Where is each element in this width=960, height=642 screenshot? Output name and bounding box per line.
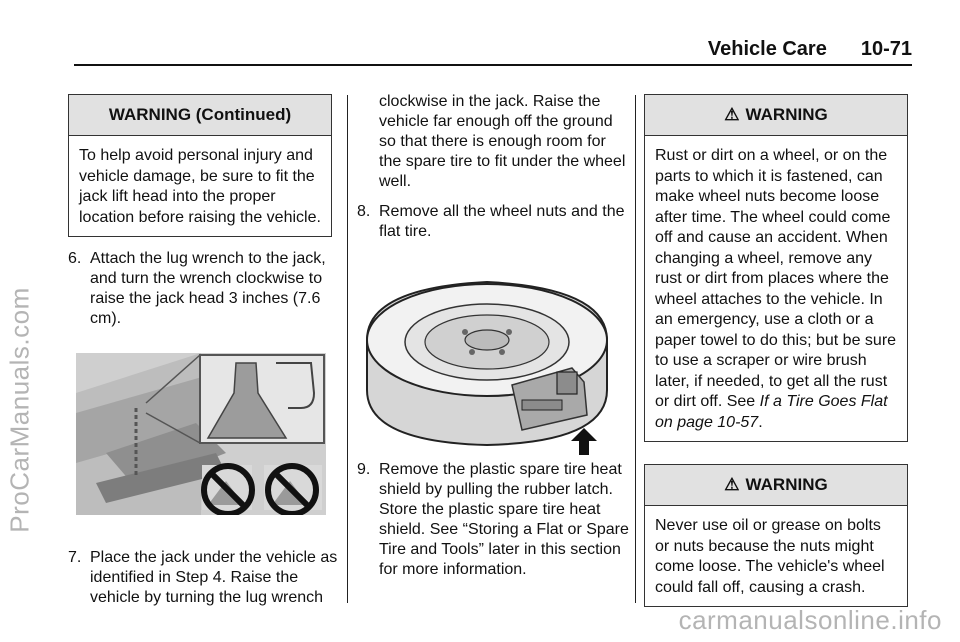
warning-continued-title: WARNING (Continued) [69,95,331,136]
warning-oil-title: ⚠ WARNING [645,465,907,506]
step-6 [68,249,332,329]
step-8 [357,202,629,242]
jack-lift-illustration [76,353,326,515]
step-7-continued [357,92,629,192]
cross-reference-link[interactable]: If a Tire Goes Flat on page 10-57 [655,393,888,431]
column-divider-left [347,95,348,603]
right-column [644,94,908,607]
step-6-number: 6. [68,250,82,267]
page-header [74,38,912,61]
step-7-continued-text: clockwise in the jack. Raise the vehicle far enough off the ground so that there is enough room for the spare tire to fit under the wheel well. [379,93,626,190]
caution-triangle-icon: ⚠ [724,475,740,494]
step-8-text: Remove all the wheel nuts and the flat tire. [379,203,625,240]
step-9-text: Remove the plastic spare tire heat shield by pulling the rubber latch. Store the plastic spare tire heat shield. See “Storing a Flat or Spare Tire and Tools” later in this section for more information. [379,461,629,578]
prohibited-position-1 [202,465,252,514]
warning-rust-box [644,94,908,442]
step-6-text: Attach the lug wrench to the jack, and turn the wrench clockwise to raise the jack head 3 inches (7.6 cm). [90,250,326,327]
spare-tire-illustration [362,270,612,455]
caution-triangle-icon: ⚠ [724,105,740,124]
left-column [68,94,332,329]
step-7 [68,548,338,608]
warning-rust-body: Rust or dirt on a wheel, or on the parts to which it is fastened, can make wheel nuts become loose after time. The wheel could come off and cause an accident. When changing a wheel, remove any rust or dirt from places where the wheel attaches to the vehicle. In an emergency, use a cloth or a paper towel to do this; but be sure to use a scraper or wire brush later, if needed, to get all the rust or dirt off. See If a Tire Goes Flat on page 10-57. [655,147,897,431]
section-title: Vehicle Care [707,38,827,60]
step-7-number: 7. [68,549,82,566]
step-7-block [68,548,338,608]
prohibited-position-2 [264,465,322,514]
column-divider-right [635,95,636,603]
step-9-number: 9. [357,461,371,478]
middle-column [357,92,629,242]
warning-continued-box [68,94,332,237]
warning-continued-body: To help avoid personal injury and vehicle damage, be sure to fit the jack lift head into the proper location before raising the vehicle. [79,147,321,226]
page-number: 10-71 [860,38,912,60]
side-watermark: ProCarManuals.com [4,287,35,533]
warning-rust-title: ⚠ WARNING [645,95,907,136]
bottom-watermark: carmanualsonline.info [678,605,942,635]
step-9 [357,460,629,580]
step-7-text: Place the jack under the vehicle as identified in Step 4. Raise the vehicle by turning the lug wrench [90,549,338,606]
warning-oil-box [644,464,908,607]
step-9-block [357,460,629,580]
step-8-number: 8. [357,203,371,220]
warning-oil-body: Never use oil or grease on bolts or nuts because the nuts might come loose. The vehicle's wheel could fall off, causing a crash. [655,517,885,596]
header-rule [74,64,912,66]
